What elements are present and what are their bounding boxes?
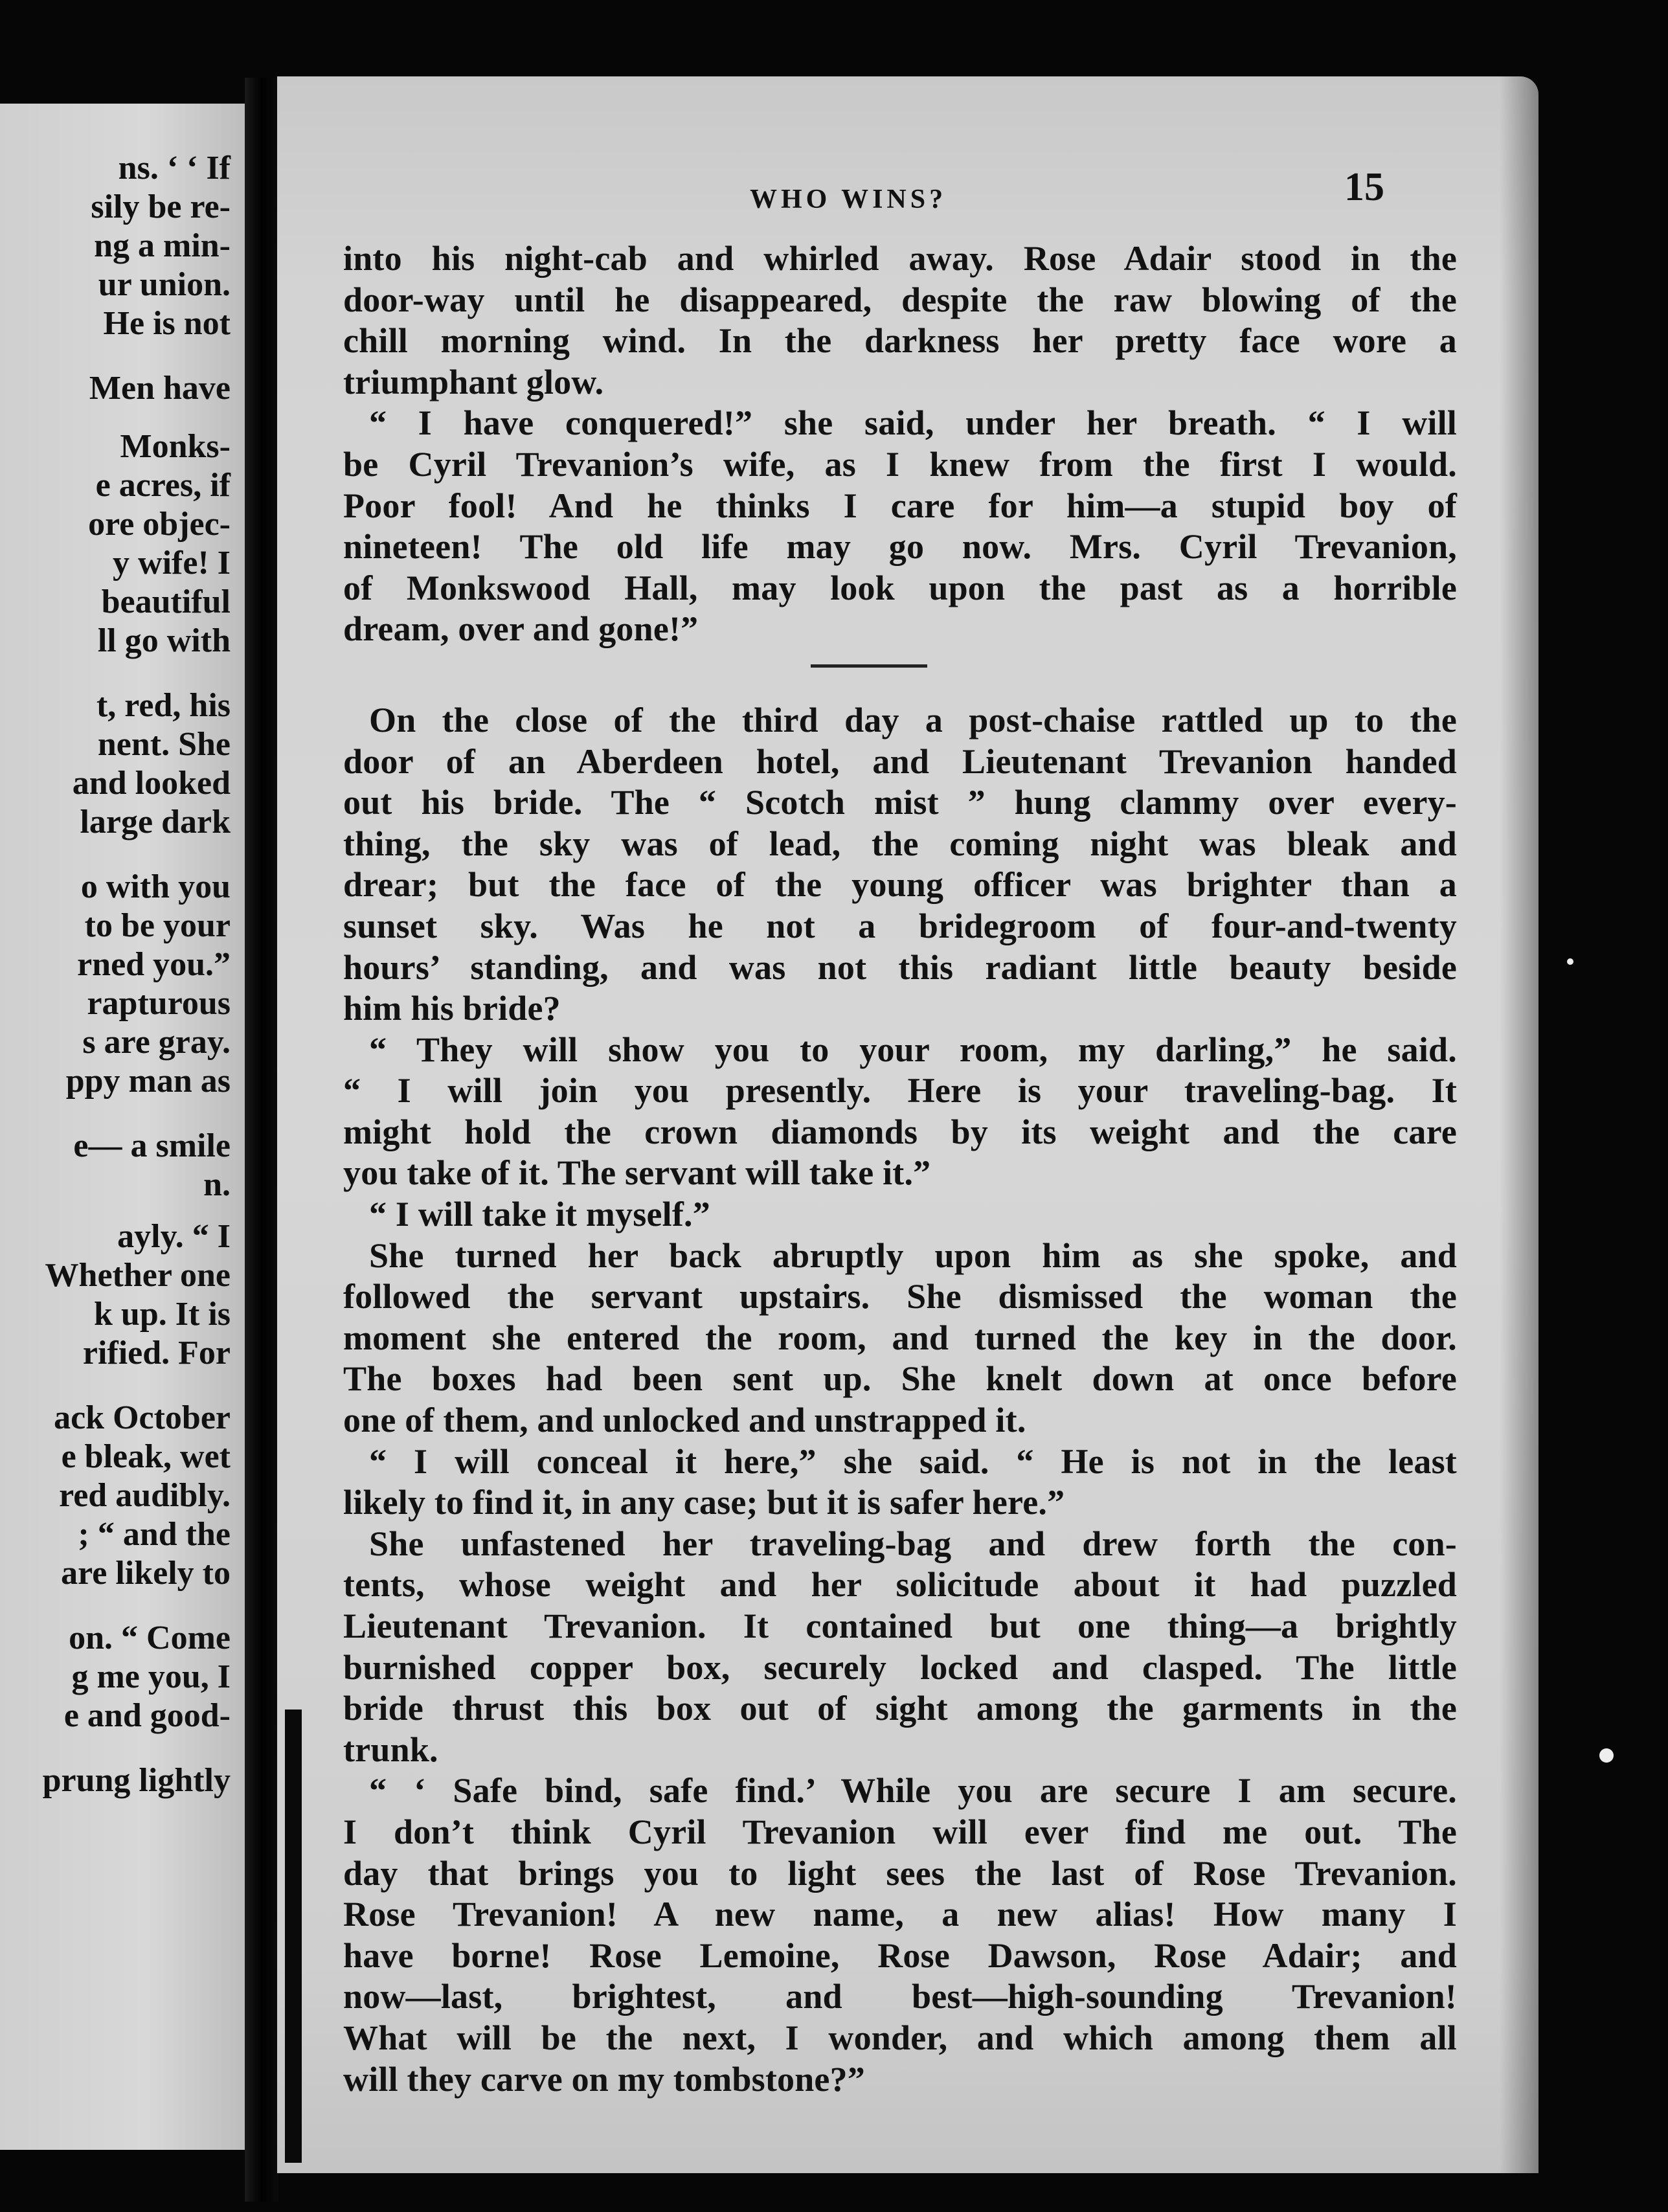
left-page-line: rified. For	[82, 1335, 231, 1371]
text-line: likely to find it, in any case; but it is safer here.”	[343, 1483, 1065, 1522]
running-head: WHO WINS?	[750, 185, 947, 214]
text-line: hours’ standing, and was not this radiant little beauty beside	[343, 947, 1457, 987]
left-page-line: nent. She	[97, 726, 231, 763]
left-page-line: o with you	[80, 868, 231, 905]
text-line: bride thrust this box out of sight among the garments in the	[343, 1689, 1457, 1728]
left-page-line: s are gray.	[82, 1024, 231, 1061]
left-page-line: sily be re-	[91, 188, 231, 225]
text-line: now—last, brightest, and best—high-sounding Trevanion!	[343, 1977, 1457, 2016]
text-line: moment she entered the room, and turned the key in the door.	[343, 1318, 1457, 1357]
book-gutter	[245, 78, 278, 2202]
page-number: 15	[1344, 165, 1384, 209]
text-line: Lieutenant Trevanion. It contained but one thing—a brightly	[343, 1607, 1457, 1645]
left-page-line: rned you.”	[77, 946, 231, 983]
text-line: be Cyril Trevanion’s wife, as I knew from the first I would.	[343, 444, 1457, 484]
left-page-line: large dark	[80, 804, 231, 841]
text-line: out his bride. The “ Scotch mist ” hung clammy over every-	[343, 783, 1457, 822]
text-line: one of them, and unlocked and unstrapped it.	[343, 1401, 1026, 1440]
dust-speck	[1567, 958, 1573, 965]
page-tear	[285, 1710, 302, 2163]
left-page-line: red audibly.	[59, 1477, 231, 1514]
left-page-line: ack October	[54, 1399, 231, 1436]
left-page-line: ; “ and the	[78, 1516, 231, 1553]
text-line: thing, the sky was of lead, the coming night was bleak and	[343, 824, 1457, 863]
left-page-line: ng a min-	[94, 227, 231, 264]
text-line: Poor fool! And he thinks I care for him—a stupid boy of	[343, 486, 1457, 525]
left-page-line: g me you, I	[71, 1658, 231, 1695]
text-line: “ I will conceal it here,” she said. “ He is not in the least	[369, 1441, 1457, 1481]
left-page-line: ur union.	[98, 266, 231, 303]
left-page-line: ns. ‘ ‘ If	[118, 150, 231, 186]
paragraph	[343, 1030, 1457, 1194]
left-page-line: ore objec-	[88, 506, 231, 543]
left-page-line: e and good-	[63, 1697, 231, 1734]
paragraph	[343, 700, 1457, 1030]
left-page-line: y wife! I	[113, 545, 231, 581]
paragraph	[343, 1524, 1457, 1771]
left-page-line: Men have	[89, 370, 231, 407]
left-page-line: Whether one	[45, 1257, 231, 1294]
text-line: will they carve on my tombstone?”	[343, 2059, 866, 2099]
text-line: dream, over and gone!”	[343, 609, 699, 649]
left-page-line: ll go with	[97, 622, 231, 659]
left-page-line: beautiful	[101, 583, 231, 620]
text-line: sunset sky. Was he not a bridegroom of four-and-twenty	[343, 906, 1457, 945]
left-page-line: rapturous	[87, 985, 231, 1022]
right-page	[277, 76, 1538, 2173]
text-line: nineteen! The old life may go now. Mrs. Cyril Trevanion,	[343, 527, 1457, 567]
text-line: “ ‘ Safe bind, safe find.’ While you are secure I am secure.	[369, 1771, 1457, 1811]
paragraph	[343, 1441, 1457, 1524]
left-page-line: ayly. “ I	[117, 1218, 231, 1255]
text-line: She turned her back abruptly upon him as she spoke, and	[369, 1236, 1457, 1275]
text-line: door of an Aberdeen hotel, and Lieutenant Trevanion handed	[343, 741, 1457, 781]
text-line: might hold the crown diamonds by its weight and the care	[343, 1112, 1457, 1151]
paragraph	[343, 403, 1457, 650]
section-divider-rule	[811, 664, 927, 668]
left-page-line: He is not	[103, 305, 231, 342]
paragraph	[343, 1236, 1457, 1441]
text-line: Rose Trevanion! A new name, a new alias! How many I	[343, 1895, 1457, 1934]
text-line: of Monkswood Hall, may look upon the past as a horrible	[343, 568, 1457, 607]
left-page-line: Monks-	[120, 428, 231, 465]
text-line: triumphant glow.	[343, 362, 604, 401]
text-line: you take of it. The servant will take it.”	[343, 1153, 931, 1193]
left-page-line: e— a smile	[73, 1127, 231, 1164]
paragraph	[343, 238, 1457, 403]
left-page-line: e acres, if	[95, 467, 231, 504]
text-line: have borne! Rose Lemoine, Rose Dawson, Rose Adair; and	[343, 1936, 1457, 1975]
text-line: “ I have conquered!” she said, under her breath. “ I will	[369, 403, 1457, 443]
page-edge-shadow	[1500, 76, 1538, 2173]
text-line: “ I will take it myself.”	[369, 1195, 710, 1234]
dust-speck	[1599, 1748, 1614, 1763]
text-line: She unfastened her traveling-bag and drew forth the con-	[369, 1524, 1457, 1563]
left-page-line: to be your	[84, 907, 231, 944]
text-line: “ I will join you presently. Here is your traveling-bag. It	[343, 1071, 1457, 1111]
left-page-line: k up. It is	[94, 1296, 231, 1333]
text-line: The boxes had been sent up. She knelt down at once before	[343, 1359, 1457, 1399]
text-line: trunk.	[343, 1730, 438, 1769]
left-page-line: ppy man as	[65, 1063, 231, 1100]
text-line: into his night-cab and whirled away. Rose Adair stood in the	[343, 239, 1457, 278]
text-line: tents, whose weight and her solicitude about it had puzzled	[343, 1565, 1457, 1605]
left-page-line: prung lightly	[42, 1762, 231, 1799]
text-line: day that brings you to light sees the last of Rose Trevanion.	[343, 1853, 1457, 1893]
text-line: chill morning wind. In the darkness her pretty face wore a	[343, 321, 1457, 361]
text-line: On the close of the third day a post-chaise rattled up to the	[369, 700, 1457, 739]
text-line: door-way until he disappeared, despite the raw blowing of the	[343, 280, 1457, 319]
left-page-line: e bleak, wet	[61, 1438, 231, 1475]
left-page-line: are likely to	[61, 1555, 231, 1592]
text-line: drear; but the face of the young officer was brighter than a	[343, 865, 1457, 905]
body-text	[343, 238, 1457, 2100]
left-page-line: on. “ Come	[69, 1620, 231, 1656]
text-line: I don’t think Cyril Trevanion will ever find me out. The	[343, 1812, 1457, 1851]
text-line: “ They will show you to your room, my darling,” he said.	[369, 1030, 1457, 1069]
text-line: him his bride?	[343, 989, 561, 1028]
text-line: followed the servant upstairs. She dismissed the woman the	[343, 1277, 1457, 1316]
paragraph	[343, 1770, 1457, 2100]
text-before-rule	[343, 238, 1457, 650]
left-page-line: and looked	[72, 765, 231, 802]
text-line: What will be the next, I wonder, and which among them all	[343, 2018, 1457, 2057]
left-page-fragment	[0, 104, 245, 2150]
left-page-line: t, red, his	[96, 687, 231, 724]
left-page-line: n.	[203, 1166, 231, 1203]
paragraph	[343, 1194, 1457, 1236]
text-after-rule	[343, 700, 1457, 2100]
text-line: burnished copper box, securely locked and clasped. The little	[343, 1647, 1457, 1687]
